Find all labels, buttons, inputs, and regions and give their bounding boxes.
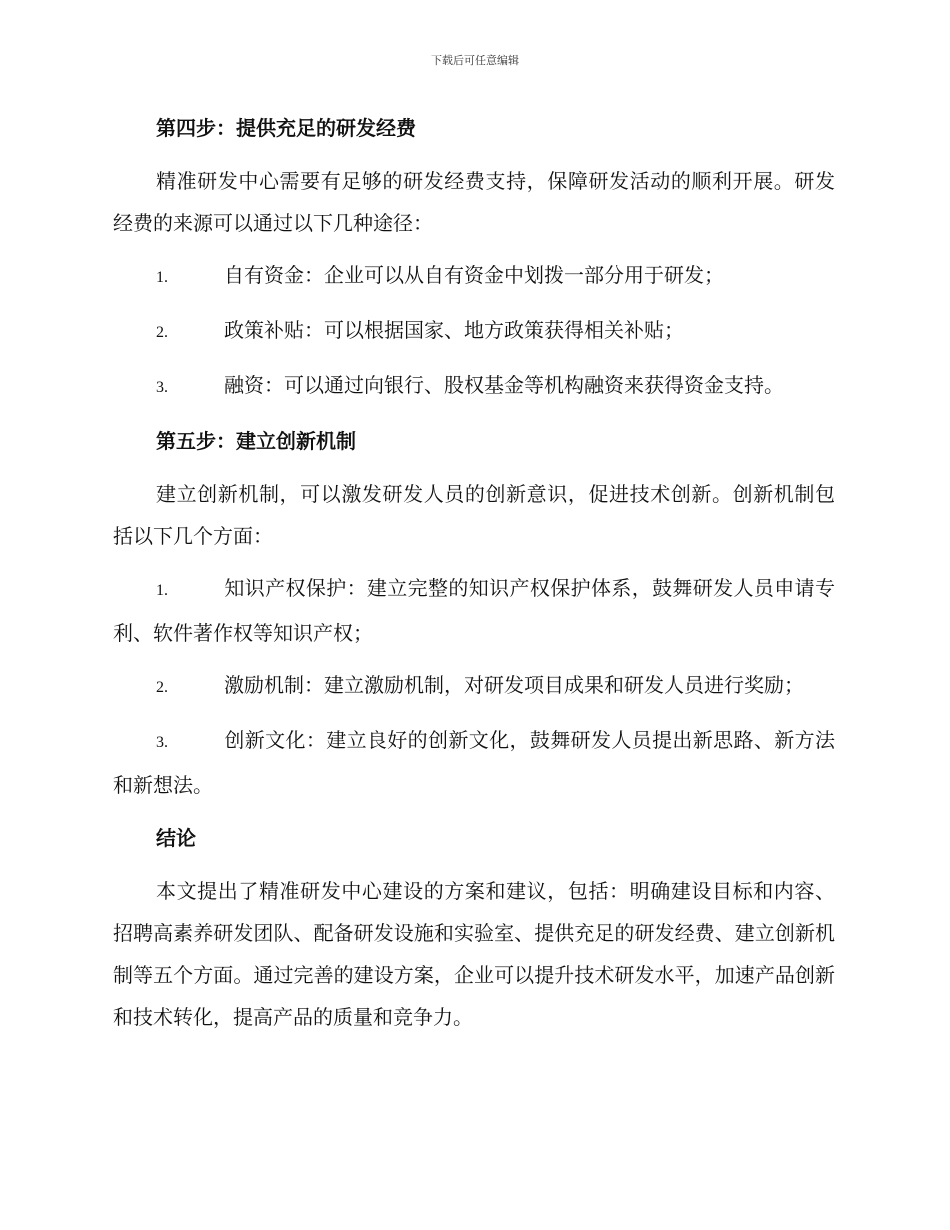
list-item-text: 激励机制：建立激励机制，对研发项目成果和研发人员进行奖励；: [224, 673, 804, 697]
step4-item-3: [113, 364, 835, 409]
page-header: 下载后可任意编辑: [431, 54, 519, 67]
list-number: 2.: [156, 324, 168, 341]
step4-heading: 第四步：提供充足的研发经费: [156, 116, 416, 140]
step4-item-1: [113, 254, 835, 299]
list-item-text: 知识产权保护：建立完整的知识产权保护体系，鼓舞研发人员申请专利、软件著作权等知识产权；: [113, 576, 835, 645]
step5-item-2: [113, 664, 835, 709]
step5-intro: 建立创新机制，可以激发研发人员的创新意识，促进技术创新。创新机制包括以下几个方面：: [113, 482, 835, 548]
list-number: 2.: [156, 679, 168, 696]
document-body: [113, 108, 835, 1038]
list-number: 1.: [156, 269, 168, 286]
step4-item-2: [113, 309, 835, 354]
conclusion-body: 本文提出了精准研发中心建设的方案和建议，包括：明确建设目标和内容、招聘高素养研发团队、配备研发设施和实验室、提供充足的研发经费、建立创新机制等五个方面。通过完善的建设方案，企业可以提升技术研发水平，加速产品创新和技术转化，提高产品的质量和竞争力。: [113, 879, 835, 1029]
list-number: 1.: [156, 582, 168, 599]
list-item-text: 政策补贴：可以根据国家、地方政策获得相关补贴；: [224, 318, 684, 342]
step4-intro: 精准研发中心需要有足够的研发经费支持，保障研发活动的顺利开展。研发经费的来源可以通过以下几种途径：: [113, 169, 835, 235]
list-item-text: 融资：可以通过向银行、股权基金等机构融资来获得资金支持。: [224, 373, 784, 397]
step5-heading: 第五步：建立创新机制: [156, 429, 356, 453]
list-number: 3.: [156, 379, 168, 396]
step5-item-1: [113, 567, 835, 654]
list-item-text: 创新文化：建立良好的创新文化，鼓舞研发人员提出新思路、新方法和新想法。: [113, 728, 835, 797]
conclusion-heading: 结论: [156, 826, 196, 850]
list-number: 3.: [156, 734, 168, 751]
step5-item-3: [113, 719, 835, 806]
list-item-text: 自有资金：企业可以从自有资金中划拨一部分用于研发；: [224, 263, 724, 287]
